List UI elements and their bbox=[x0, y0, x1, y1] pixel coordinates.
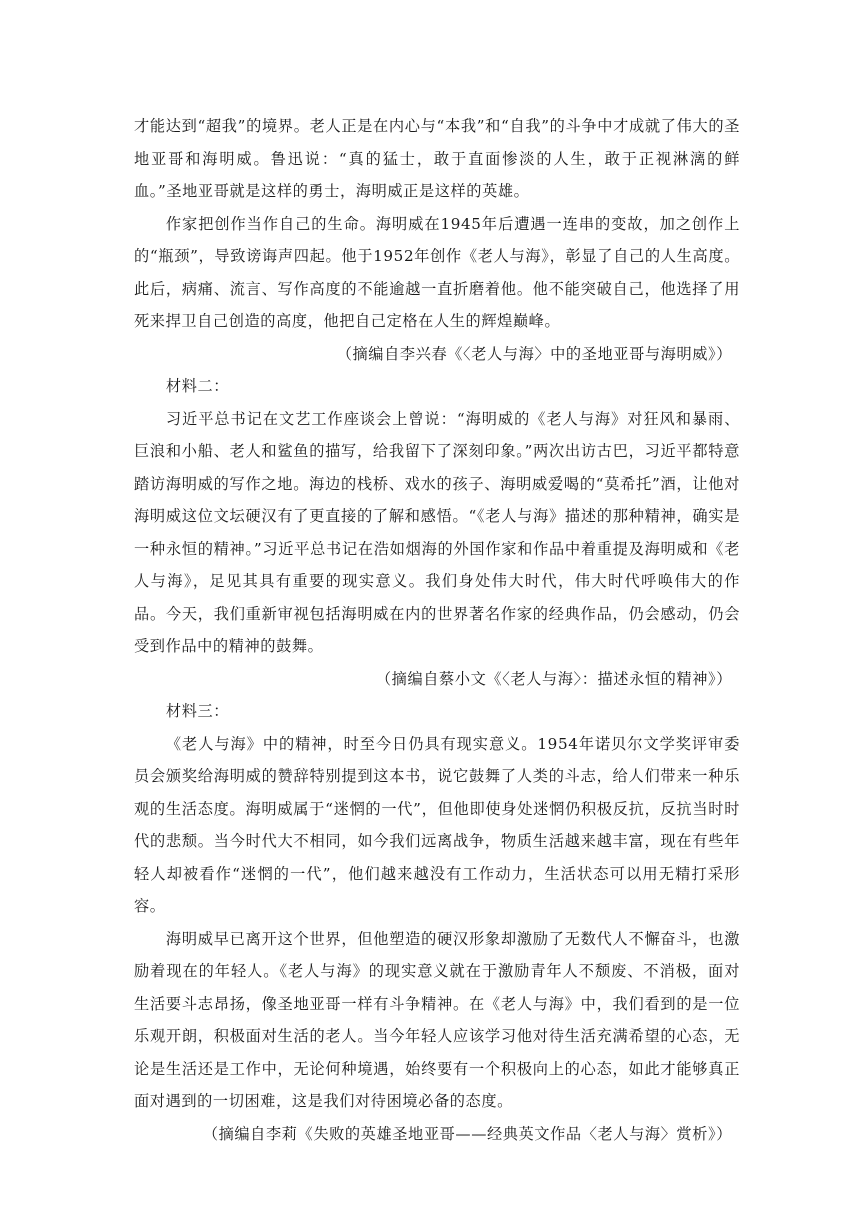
section-heading-material-3: 材料三： bbox=[165, 702, 230, 720]
document-body bbox=[134, 110, 740, 1150]
paragraph-1: 才能达到“超我”的境界。老人正是在内心与“本我”和“自我”的斗争中才成就了伟大的圣地亚哥和海明威。鲁迅说：“真的猛士，敢于直面惨淡的人生，敢于正视淋漓的鲜血。”圣地亚哥就是这样的勇士，海明威正是这样的英雄。 bbox=[134, 117, 740, 200]
source-citation-1: （摘编自李兴春《〈老人与海〉中的圣地亚哥与海明威》） bbox=[336, 344, 732, 363]
paragraph-4: 《老人与海》中的精神，时至今日仍具有现实意义。1954年诺贝尔文学奖评审委员会颁奖给海明威的赞辞特别提到这本书，说它鼓舞了人类的斗志，给人们带来一种乐观的生活态度。海明威属于“迷惘的一代”，但他即使身处迷惘仍积极反抗，反抗当时时代的悲颓。当今时代大不相同，如今我们远离战争，物质生活越来越丰富，现在有些年轻人却被看作“迷惘的一代”，他们越来越没有工作动力，生活状态可以用无精打采形容。 bbox=[134, 734, 740, 915]
section-heading-material-2: 材料二： bbox=[165, 377, 230, 395]
paragraph-3: 习近平总书记在文艺工作座谈会上曾说：“海明威的《老人与海》对狂风和暴雨、巨浪和小船、老人和鲨鱼的描写，给我留下了深刻印象。”两次出访古巴，习近平都特意踏访海明威的写作之地。海边的栈桥、戏水的孩子、海明威爱喝的“莫希托”酒，让他对海明威这位文坛硬汉有了更直接的了解和感悟。“《老人与海》描述的那种精神，确实是一种永恒的精神。”习近平总书记在浩如烟海的外国作家和作品中着重提及海明威和《老人与海》，足见其具有重要的现实意义。我们身处伟大时代，伟大时代呼唤伟大的作品。今天，我们重新审视包括海明威在内的世界著名作家的经典作品，仍会感动，仍会受到作品中的精神的鼓舞。 bbox=[134, 409, 740, 655]
source-citation-3: （摘编自李莉《失败的英雄圣地亚哥——经典英文作品〈老人与海〉赏析》） bbox=[202, 1124, 732, 1143]
paragraph-2: 作家把创作当作自己的生命。海明威在1945年后遭遇一连串的变故，加之创作上的“瓶颈”，导致谤诲声四起。他于1952年创作《老人与海》，彰显了自己的人生高度。此后，病痛、流言、写作高度的不能逾越一直折磨着他。他不能突破自己，他选择了用死来捍卫自己创造的高度，他把自己定格在人生的辉煌巅峰。 bbox=[134, 214, 740, 330]
source-citation-2: （摘编自蔡小文《〈老人与海〉：描述永恒的精神》） bbox=[375, 669, 732, 688]
paragraph-5: 海明威早已离开这个世界，但他塑造的硬汉形象却激励了无数代人不懈奋斗，也激励着现在的年轻人。《老人与海》的现实意义就在于激励青年人不颓废、不消极，面对生活要斗志昂扬，像圣地亚哥一样有斗争精神。在《老人与海》中，我们看到的是一位乐观开朗，积极面对生活的老人。当今年轻人应该学习他对待生活充满希望的心态，无论是生活还是工作中，无论何种境遇，始终要有一个积极向上的心态，如此才能够真正面对遇到的一切困难，这是我们对待困境必备的态度。 bbox=[134, 929, 740, 1110]
